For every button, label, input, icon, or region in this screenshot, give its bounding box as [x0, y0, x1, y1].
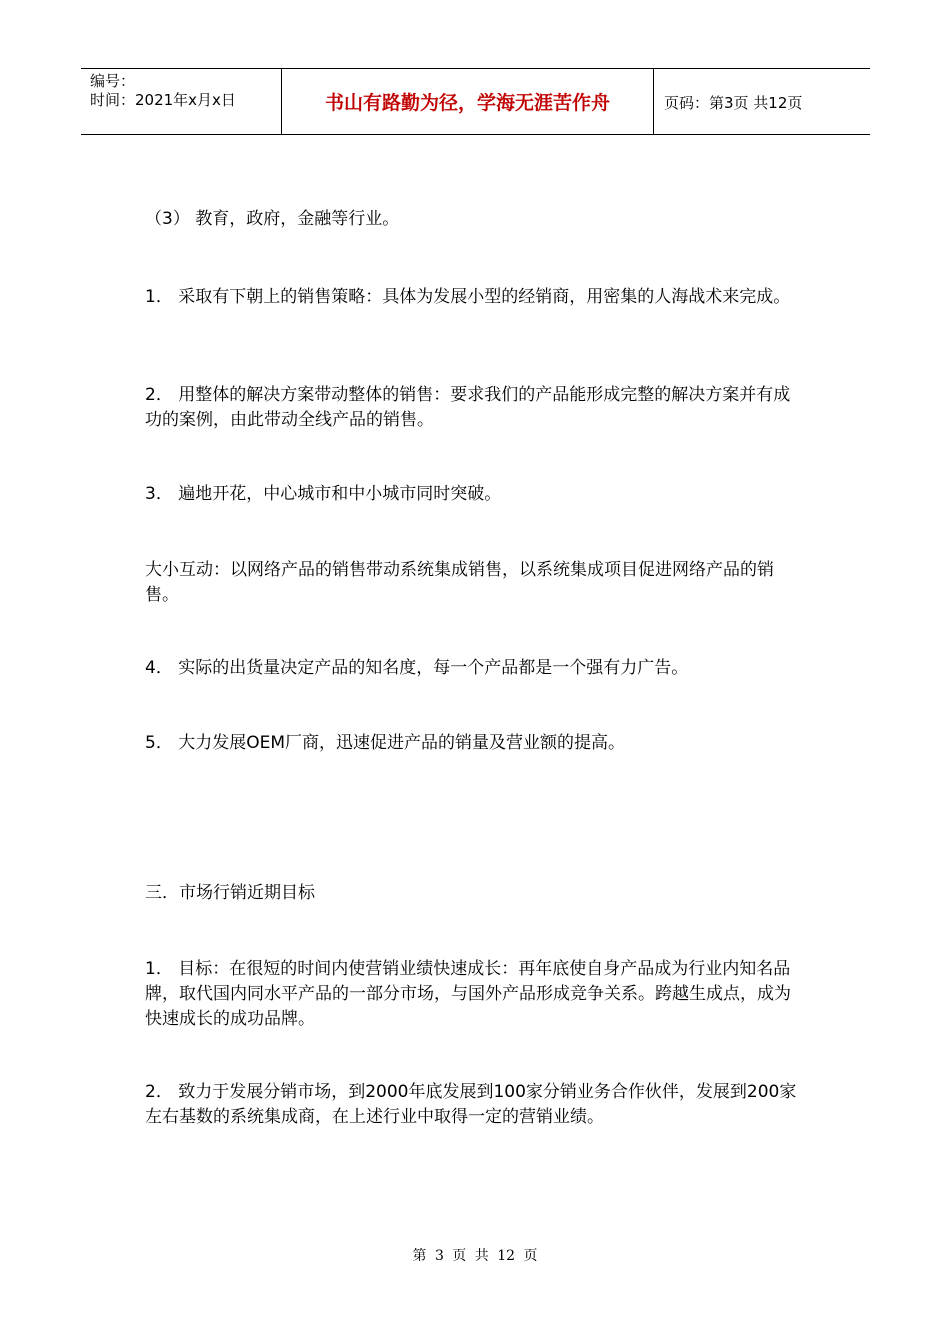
paragraph-strategy-1: 1． 采取有下朝上的销售策略：具体为发展小型的经销商，用密集的人海战术来完成。 — [145, 287, 791, 307]
paragraph-strategy-5: 5． 大力发展OEM厂商，迅速促进产品的销量及营业额的提高。 — [145, 733, 626, 753]
paragraph-strategy-2: 2． 用整体的解决方案带动整体的销售：要求我们的产品能形成完整的解决方案并有成功的案例，由此带动全线产品的销售。 — [145, 385, 791, 430]
paragraph-goal-2: 2． 致力于发展分销市场，到2000年底发展到100家分销业务合作伙伴，发展到200家左右基数的系统集成商，在上述行业中取得一定的营销业绩。 — [145, 1082, 797, 1127]
header-page-cell — [654, 69, 870, 134]
header-page-info: 页码：第3页 共12页 — [664, 94, 803, 112]
section-heading: 三．市场行销近期目标 — [145, 883, 315, 903]
header-motto-cell — [281, 69, 654, 134]
paragraph-industries: （3） 教育，政府，金融等行业。 — [145, 209, 400, 229]
header-motto: 书山有路勤为径，学海无涯苦作舟 — [324, 92, 610, 114]
paragraph-interaction: 大小互动：以网络产品的销售带动系统集成销售，以系统集成项目促进网络产品的销售。 — [145, 560, 774, 605]
paragraph-strategy-4: 4． 实际的出货量决定产品的知名度，每一个产品都是一个强有力广告。 — [145, 658, 689, 678]
header-meta-cell — [81, 69, 281, 134]
document-date: 时间：2021年x月x日 — [90, 91, 236, 109]
document-header — [81, 68, 870, 135]
page-footer: 第 3 页 共 12 页 — [412, 1248, 538, 1264]
paragraph-strategy-3: 3． 遍地开花，中心城市和中小城市同时突破。 — [145, 484, 502, 504]
paragraph-goal-1: 1． 目标：在很短的时间内使营销业绩快速成长：再年底使自身产品成为行业内知名品牌，取代国内同水平产品的一部分市场，与国外产品形成竞争关系。跨越生成点，成为快速成长的成功品牌。 — [145, 959, 791, 1029]
serial-number-label: 编号： — [90, 72, 136, 90]
